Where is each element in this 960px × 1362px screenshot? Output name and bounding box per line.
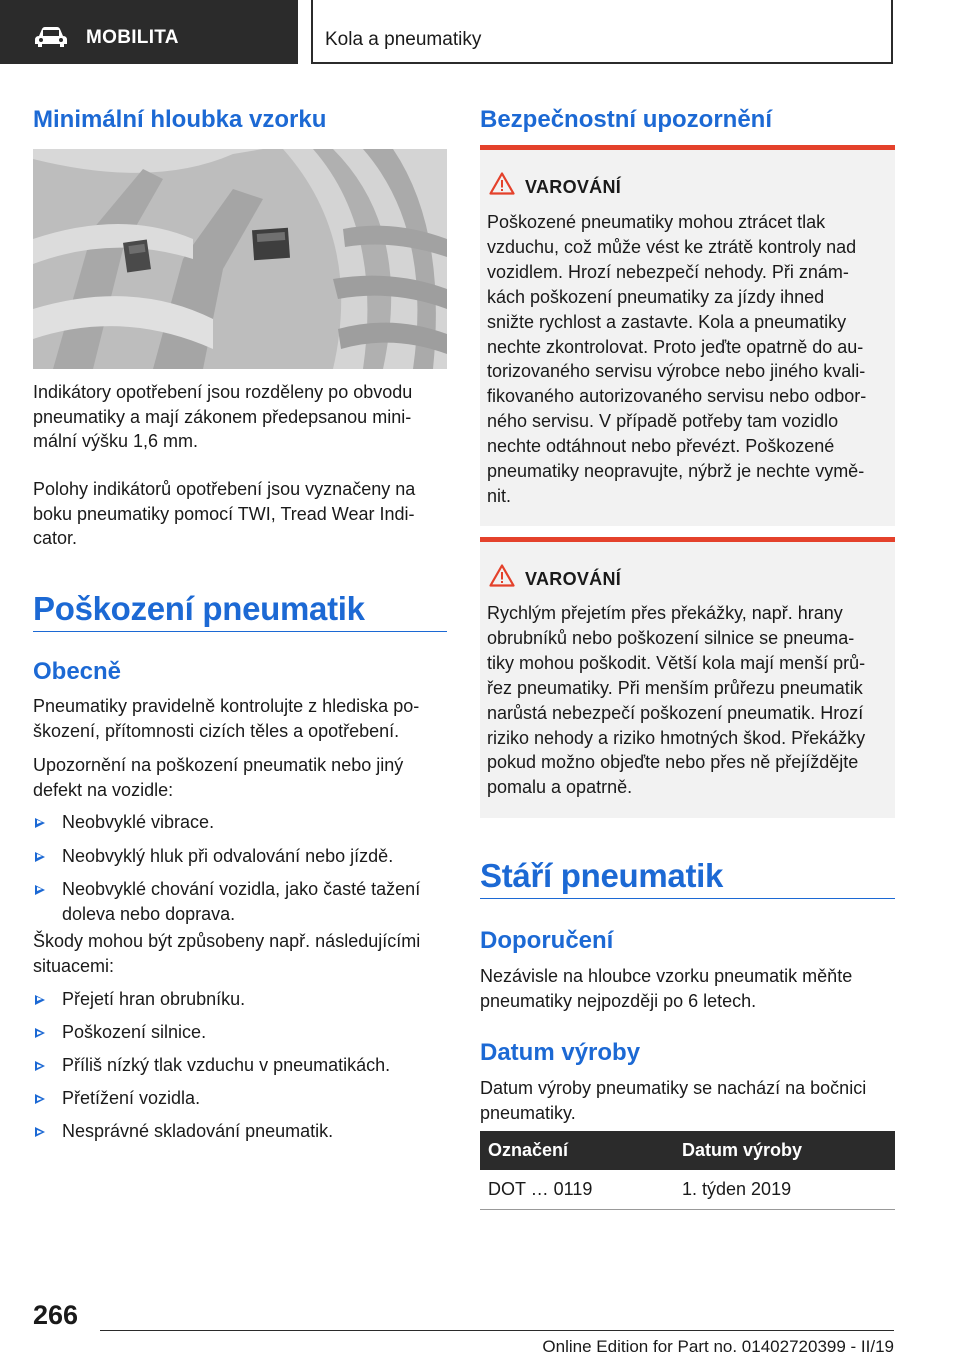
causes-intro: Škody mohou být způsobeny např. následujícími situacemi: [33,931,421,976]
list-item: Příliš nízký tlak vzduchu v pneumatikách. [33,1053,447,1078]
section-label: MOBILITA [86,27,179,48]
list-item: Poškození silnice. [33,1020,447,1045]
column-header: Datum výroby [674,1131,895,1170]
damage-signs-list [33,810,447,926]
list-item: Neobvyklé chování vozidla, jako časté tažení doleva nebo doprava. [33,877,447,926]
table-cell: 1. týden 2019 [674,1170,895,1210]
list-item: Nesprávné skladování pneumatik. [33,1119,447,1144]
bullet-triangle-icon [35,818,45,828]
manufacture-date-heading: Datum výroby [480,1039,641,1066]
warning-triangle-icon [489,564,515,587]
warning-text-2: Rychlým přejetím přes překážky, např. hrany obrubníků nebo poškození silnice se pneuma- tiky mohou poškodit. Větší kola mají menší prů- řez pneumatiky. Při menším průřezu pneumatik narůstá nebezpečí poškození pneumatik. Hrozí riziko nehody a riziko hmotných škod. Překážky pokud možno objeďte nebo přes ně přejíždějte pomalu a opatrně. [487,603,866,798]
table-header-row [480,1131,895,1170]
bullet-triangle-icon [35,852,45,862]
warning-label: VAROVÁNÍ [525,177,622,197]
page-number: 266 [33,1300,79,1330]
warning-label: VAROVÁNÍ [525,569,622,589]
tread-paragraph-2: Polohy indikátorů opotřebení jsou vyznačeny na boku pneumatiky pomocí TWI, Tread Wear Indi- cator. [33,479,416,548]
bullet-triangle-icon [35,885,45,895]
tread-paragraph-1: Indikátory opotřebení jsou rozděleny po obvodu pneumatiky a mají zákonem předepsanou mini- mální výšku 1,6 mm. [33,382,413,451]
damage-causes-list [33,987,447,1144]
tread-depth-heading: Minimální hloubka vzorku [33,106,327,133]
tire-age-heading: Stáří pneumatik [480,857,724,894]
general-paragraph-2: Upozornění na poškození pneumatik nebo jiný defekt na vozidle: [33,755,404,800]
table-row [480,1170,895,1210]
heading-rule [33,631,447,632]
chapter-label: Kola a pneumatiky [325,29,482,50]
table-cell: DOT … 0119 [480,1170,674,1210]
list-item: Přejetí hran obrubníku. [33,987,447,1012]
recommendation-paragraph: Nezávisle na hloubce vzorku pneumatik měňte pneumatiky nejpozději po 6 letech. [480,966,853,1011]
tire-damage-heading: Poškození pneumatik [33,590,365,627]
heading-rule [480,898,895,899]
warning-box-2 [480,537,895,818]
safety-heading: Bezpečnostní upozornění [480,106,773,133]
tire-tread-image [33,149,447,369]
list-item: Přetížení vozidla. [33,1086,447,1111]
bullet-triangle-icon [35,1061,45,1071]
list-item: Neobvyklý hluk při odvalování nebo jízdě. [33,844,447,869]
bullet-triangle-icon [35,1127,45,1137]
bullet-triangle-icon [35,995,45,1005]
general-heading: Obecně [33,658,122,685]
warning-text-1: Poškozené pneumatiky mohou ztrácet tlak vzduchu, což může vést ke ztrátě kontroly nad vozidlem. Hrozí nebezpečí nehody. Při znám- kách poškození pneumatiky za jízdy ihned snižte rychlost a zastavte. Kola a pneumatiky nechte zkontrolovat. Proto jeďte opatrně do au- torizovaného servisu výrobce nebo jiného kvali- fikovaného autorizovaného servisu nebo odbor- ného servisu. V případě potřeby tam vozidlo nechte odtáhnout nebo převézt. Poškozené pneumatiky neopravujte, nýbrž je nechte vymě- nit. [487,212,867,506]
general-paragraph-1: Pneumatiky pravidelně kontrolujte z hlediska po- škození, přítomnosti cizích těles a opotřebení. [33,696,420,741]
edition-info: Online Edition for Part no. 01402720399 - II/19 [542,1337,894,1356]
bullet-triangle-icon [35,1094,45,1104]
recommendation-heading: Doporučení [480,927,614,954]
tire-tread-wear-indicator-image [33,149,447,369]
list-item: Neobvyklé vibrace. [33,810,447,835]
warning-triangle-icon [489,172,515,195]
manufacture-date-paragraph: Datum výroby pneumatiky se nachází na bočnici pneumatiky. [480,1078,867,1123]
manufacture-date-table [480,1131,895,1210]
section-tab [0,0,298,64]
warning-box-1 [480,145,895,526]
column-header: Označení [480,1131,674,1170]
car-icon [34,26,68,48]
bullet-triangle-icon [35,1028,45,1038]
chapter-tab [311,0,893,64]
footer-rule [100,1330,894,1331]
